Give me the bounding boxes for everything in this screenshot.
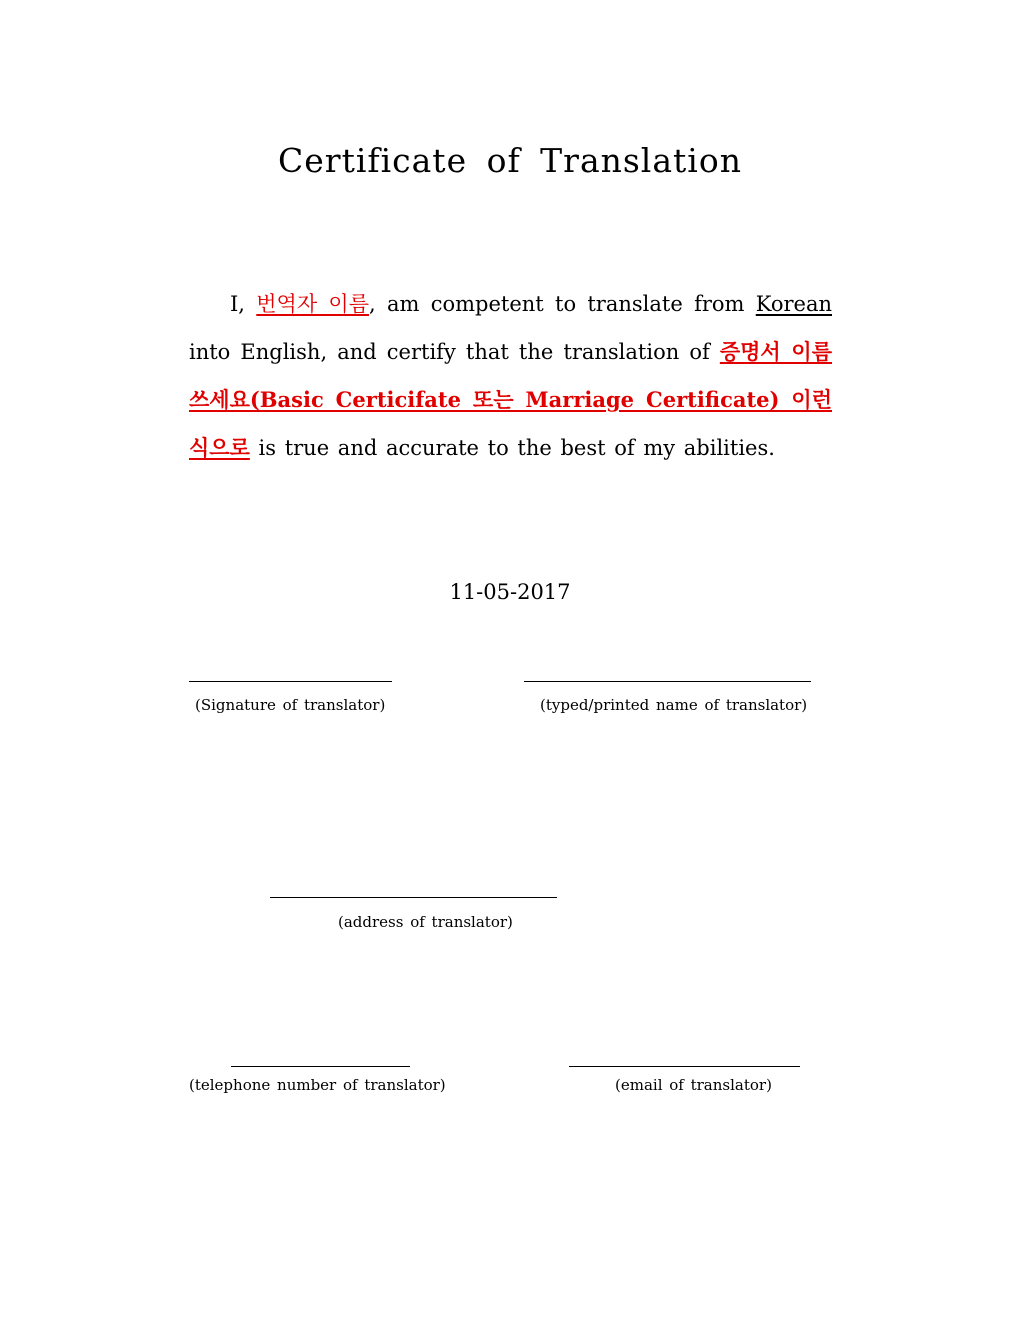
- statement-suffix: is true and accurate to the best of my abilities.: [249, 436, 775, 460]
- page-title: Certificate of Translation: [278, 141, 742, 180]
- email-caption: (email of translator): [615, 1076, 772, 1094]
- translator-name-placeholder: 번역자 이름: [256, 292, 369, 316]
- printed-name-caption: (typed/printed name of translator): [540, 696, 808, 714]
- signature-line: [189, 681, 392, 682]
- statement-competence-text: , am competent to translate from: [369, 292, 756, 316]
- certification-statement: [189, 280, 832, 472]
- telephone-caption: (telephone number of translator): [189, 1076, 446, 1094]
- telephone-line: [231, 1066, 410, 1067]
- signature-caption: (Signature of translator): [195, 696, 386, 714]
- email-line: [569, 1066, 800, 1067]
- certificate-name-placeholder: 증명서 이름 쓰세요(Basic Certicifate 또는 Marriage Certificate) 이런식으로: [189, 339, 832, 460]
- source-language: Korean: [755, 292, 833, 316]
- statement-prefix: I,: [230, 292, 257, 316]
- address-line: [270, 897, 557, 898]
- address-caption: (address of translator): [338, 913, 513, 931]
- statement-certify-text: into English, and certify that the translation of: [189, 340, 720, 364]
- certificate-date: 11-05-2017: [449, 580, 571, 604]
- printed-name-line: [524, 681, 811, 682]
